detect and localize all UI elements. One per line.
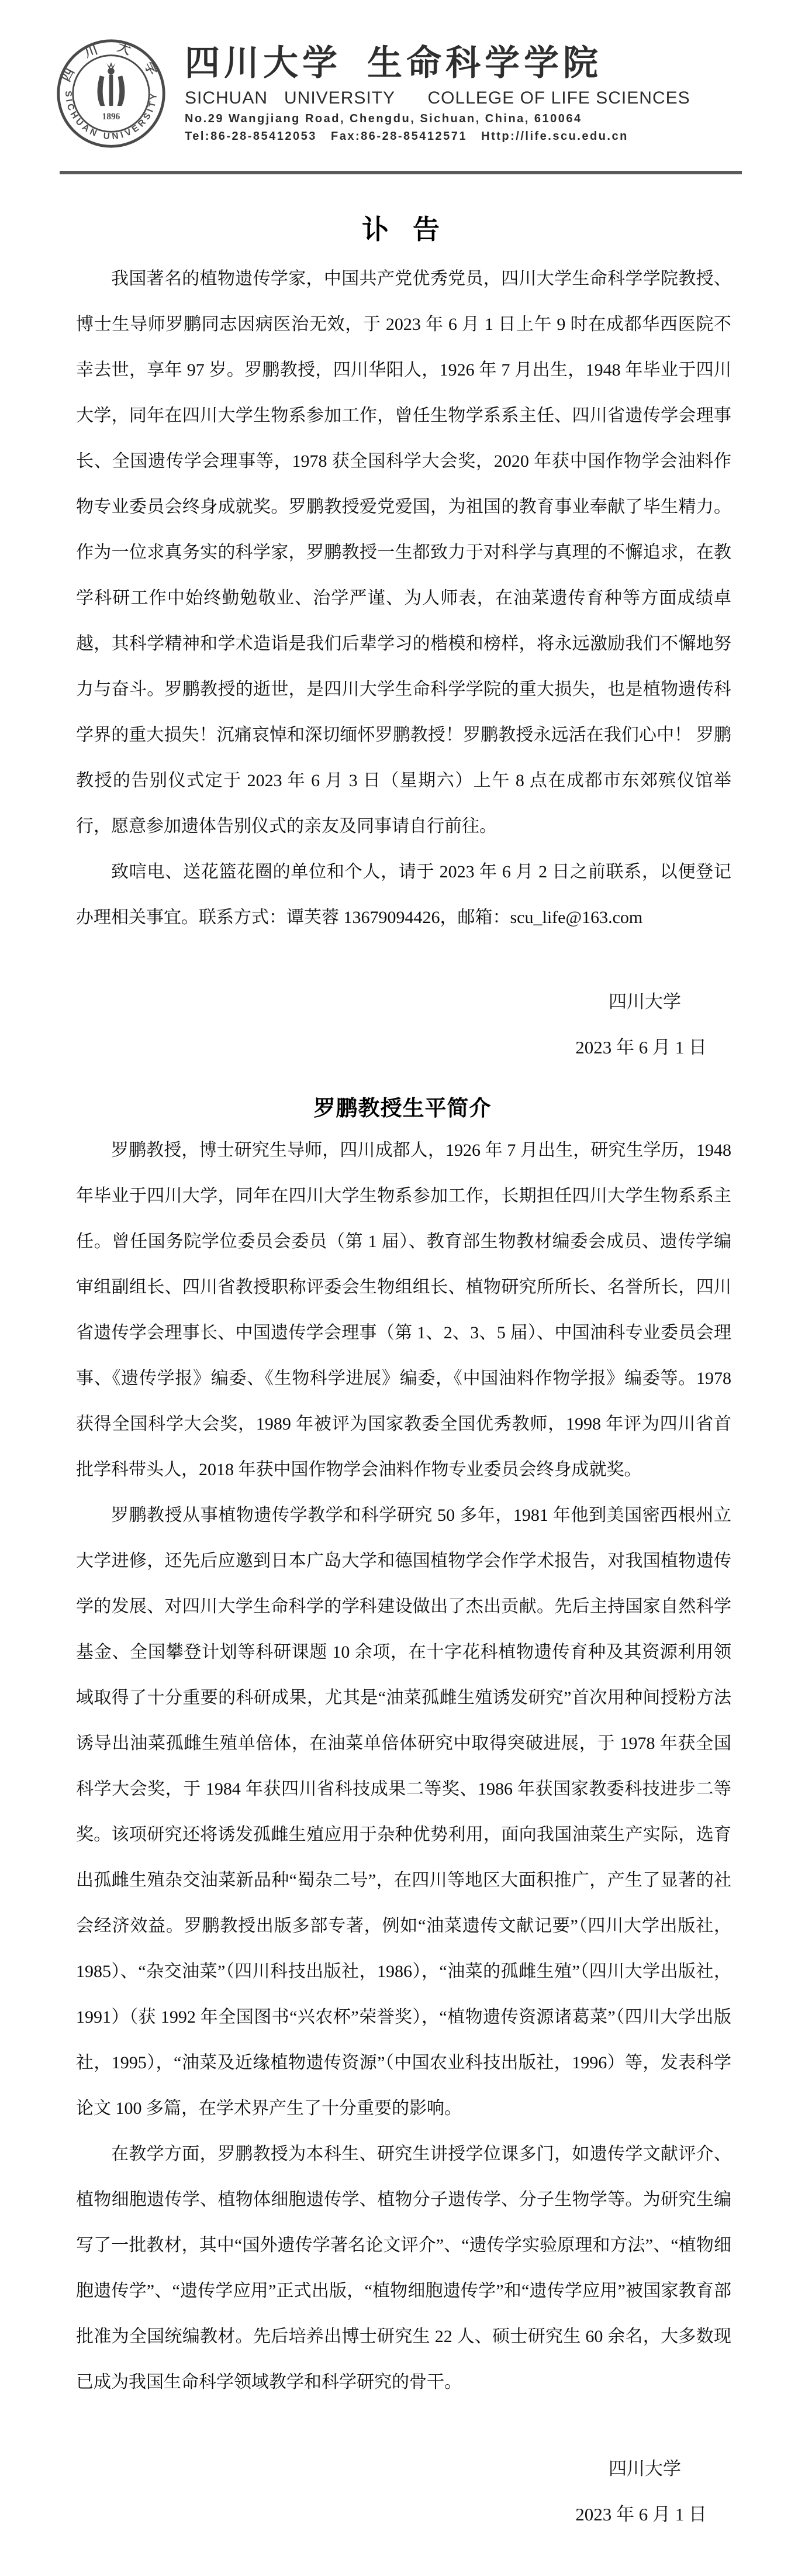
letterhead — [0, 0, 805, 150]
address-line: No.29 Wangjiang Road, Chengdu, Sichuan, China, 610064 — [185, 112, 582, 125]
notice-title: 讣 告 — [362, 215, 443, 244]
notice-date: 2023 年 6 月 1 日 — [575, 1037, 707, 1058]
biography-paragraph: 罗鹏教授，博士研究生导师，四川成都人，1926 年 7 月出生，研究生学历，1948 年毕业于四川大学，同年在四川大学生物系参加工作，长期担任四川大学生物系系主任。曾任国务院学位委员会委员（第 1 届）、教育部生物教材编委会成员、遗传学编审组副组长、四川省教授职称评委会生物组组长、植物研究所所长、名誉所长，四川省遗传学会理事长、中国遗传学会理事（第 1、2、3、5 届）、中国油科专业委员会理事、《遗传学报》编委、《生物科学进展》编委，《中国油料作物学报》编委等。1978 获得全国科学大会奖，1989 年被评为国家教委全国优秀教师，1998 年评为四川省首批学科带头人，2018 年获中国作物学会油料作物专业委员会终身成就奖。 — [76, 1141, 731, 1479]
university-college-title-cn: 四川大学 生命科学学院 — [185, 44, 602, 82]
biography-title: 罗鹏教授生平简介 — [313, 1097, 492, 1121]
biography-paragraph: 罗鹏教授从事植物遗传学教学和科学研究 50 多年，1981 年他到美国密西根州立大学进修，还先后应邀到日本广岛大学和德国植物学会作学术报告，对我国植物遗传学的发展、对四川大学生命科学的学科建设做出了杰出贡献。先后主持国家自然科学基金、全国攀登计划等科研课题 10 余项，在十字花科植物遗传育种及其资源利用领域取得了十分重要的科研成果，尤其是“油菜孤雌生殖诱发研究”首次用种间授粉方法诱导出油菜孤雌生殖单倍体，在油菜单倍体研究中取得突破进展，于 1978 年获全国科学大会奖，于 1984 年获四川省科技成果二等奖、1986 年获国家教委科技进步二等奖。该项研究还将诱发孤雌生殖应用于杂种优势利用，面向我国油菜生产实际，选育出孤雌生殖杂交油菜新品种“蜀杂二号”，在四川等地区大面积推广，产生了显著的社会经济效益。罗鹏教授出版多部专著，例如“油菜遗传文献记要”（四川大学出版社，1985）、“杂交油菜”（四川科技出版社，1986），“油菜的孤雌生殖”（四川大学出版社，1991）（获 1992 年全国图书“兴农杯”荣誉奖），“植物遗传资源诸葛菜”（四川大学出版社，1995），“油菜及近缘植物遗传资源”（中国农业科技出版社，1996）等，发表科学论文 100 多篇，在学术界产生了十分重要的影响。 — [76, 1506, 731, 2118]
biography-signature-block — [0, 2446, 805, 2572]
notice-signature-block — [0, 979, 805, 1070]
sichuan-university-seal-icon — [55, 37, 167, 150]
letterhead-divider — [60, 171, 742, 174]
biography-paragraph: 在教学方面，罗鹏教授为本科生、研究生讲授学位课多门，如遗传学文献评介、植物细胞遗传学、植物体细胞遗传学、植物分子遗传学、分子生物学等。为研究生编写了一批教材，其中“国外遗传学著名论文评介”、“遗传学实验原理和方法”、“植物细胞遗传学”、“遗传学应用”正式出版，“植物细胞遗传学”和“遗传学应用”被国家教育部批准为全国统编教材。先后培养出博士研究生 22 人、硕士研究生 60 余名，大多数现已成为我国生命科学领域教学和科学研究的骨干。 — [76, 2144, 731, 2392]
biography-body — [0, 1128, 805, 2405]
notice-paragraph: 我国著名的植物遗传学家，中国共产党优秀党员，四川大学生命科学学院教授、博士生导师罗鹏同志因病医治无效，于 2023 年 6 月 1 日上午 9 时在成都华西医院不幸去世，享年 97 岁。罗鹏教授，四川华阳人，1926 年 7 月出生，1948 年毕业于四川大学，同年在四川大学生物系参加工作，曾任生物学系系主任、四川省遗传学会理事长、全国遗传学会理事等，1978 获全国科学大会奖，2020 年获中国作物学会油料作物专业委员会终身成就奖。罗鹏教授爱党爱国，为祖国的教育事业奉献了毕生精力。作为一位求真务实的科学家，罗鹏教授一生都致力于对科学与真理的不懈追求，在教学科研工作中始终勤勉敬业、治学严谨、为人师表，在油菜遗传育种等方面成绩卓越，其科学精神和学术造诣是我们后辈学习的楷模和榜样，将永远激励我们不懈地努力与奋斗。罗鹏教授的逝世，是四川大学生命科学学院的重大损失，也是植物遗传科学界的重大损失！沉痛哀悼和深切缅怀罗鹏教授！罗鹏教授永远活在我们心中！ 罗鹏教授的告别仪式定于 2023 年 6 月 3 日（星期六）上午 8 点在成都市东郊殡仪馆举行，愿意参加遗体告别仪式的亲友及同事请自行前往。 — [76, 269, 731, 836]
seal-year: 1896 — [102, 112, 120, 122]
biography-date: 2023 年 6 月 1 日 — [575, 2504, 707, 2525]
letterhead-text — [185, 37, 690, 143]
notice-signature: 四川大学 — [609, 991, 681, 1012]
university-college-title-en: SICHUAN UNIVERSITY COLLEGE OF LIFE SCIENCES — [185, 88, 690, 108]
biography-signature: 四川大学 — [609, 2458, 681, 2479]
notice-body — [0, 256, 805, 941]
notice-paragraph: 致唁电、送花篮花圈的单位和个人，请于 2023 年 6 月 2 日之前联系，以便登记办理相关事宜。联系方式：谭芙蓉 13679094426，邮箱：scu_life@163.com — [76, 862, 731, 927]
seal-emblem-icon — [98, 62, 125, 106]
contact-line: Tel:86-28-85412053 Fax:86-28-85412571 Http://life.scu.edu.cn — [185, 130, 628, 143]
seal-ring-chinese: 四 川 大 学 — [58, 39, 164, 84]
seal-ring-english: SICHUAN UNIVERSITY — [63, 90, 159, 142]
